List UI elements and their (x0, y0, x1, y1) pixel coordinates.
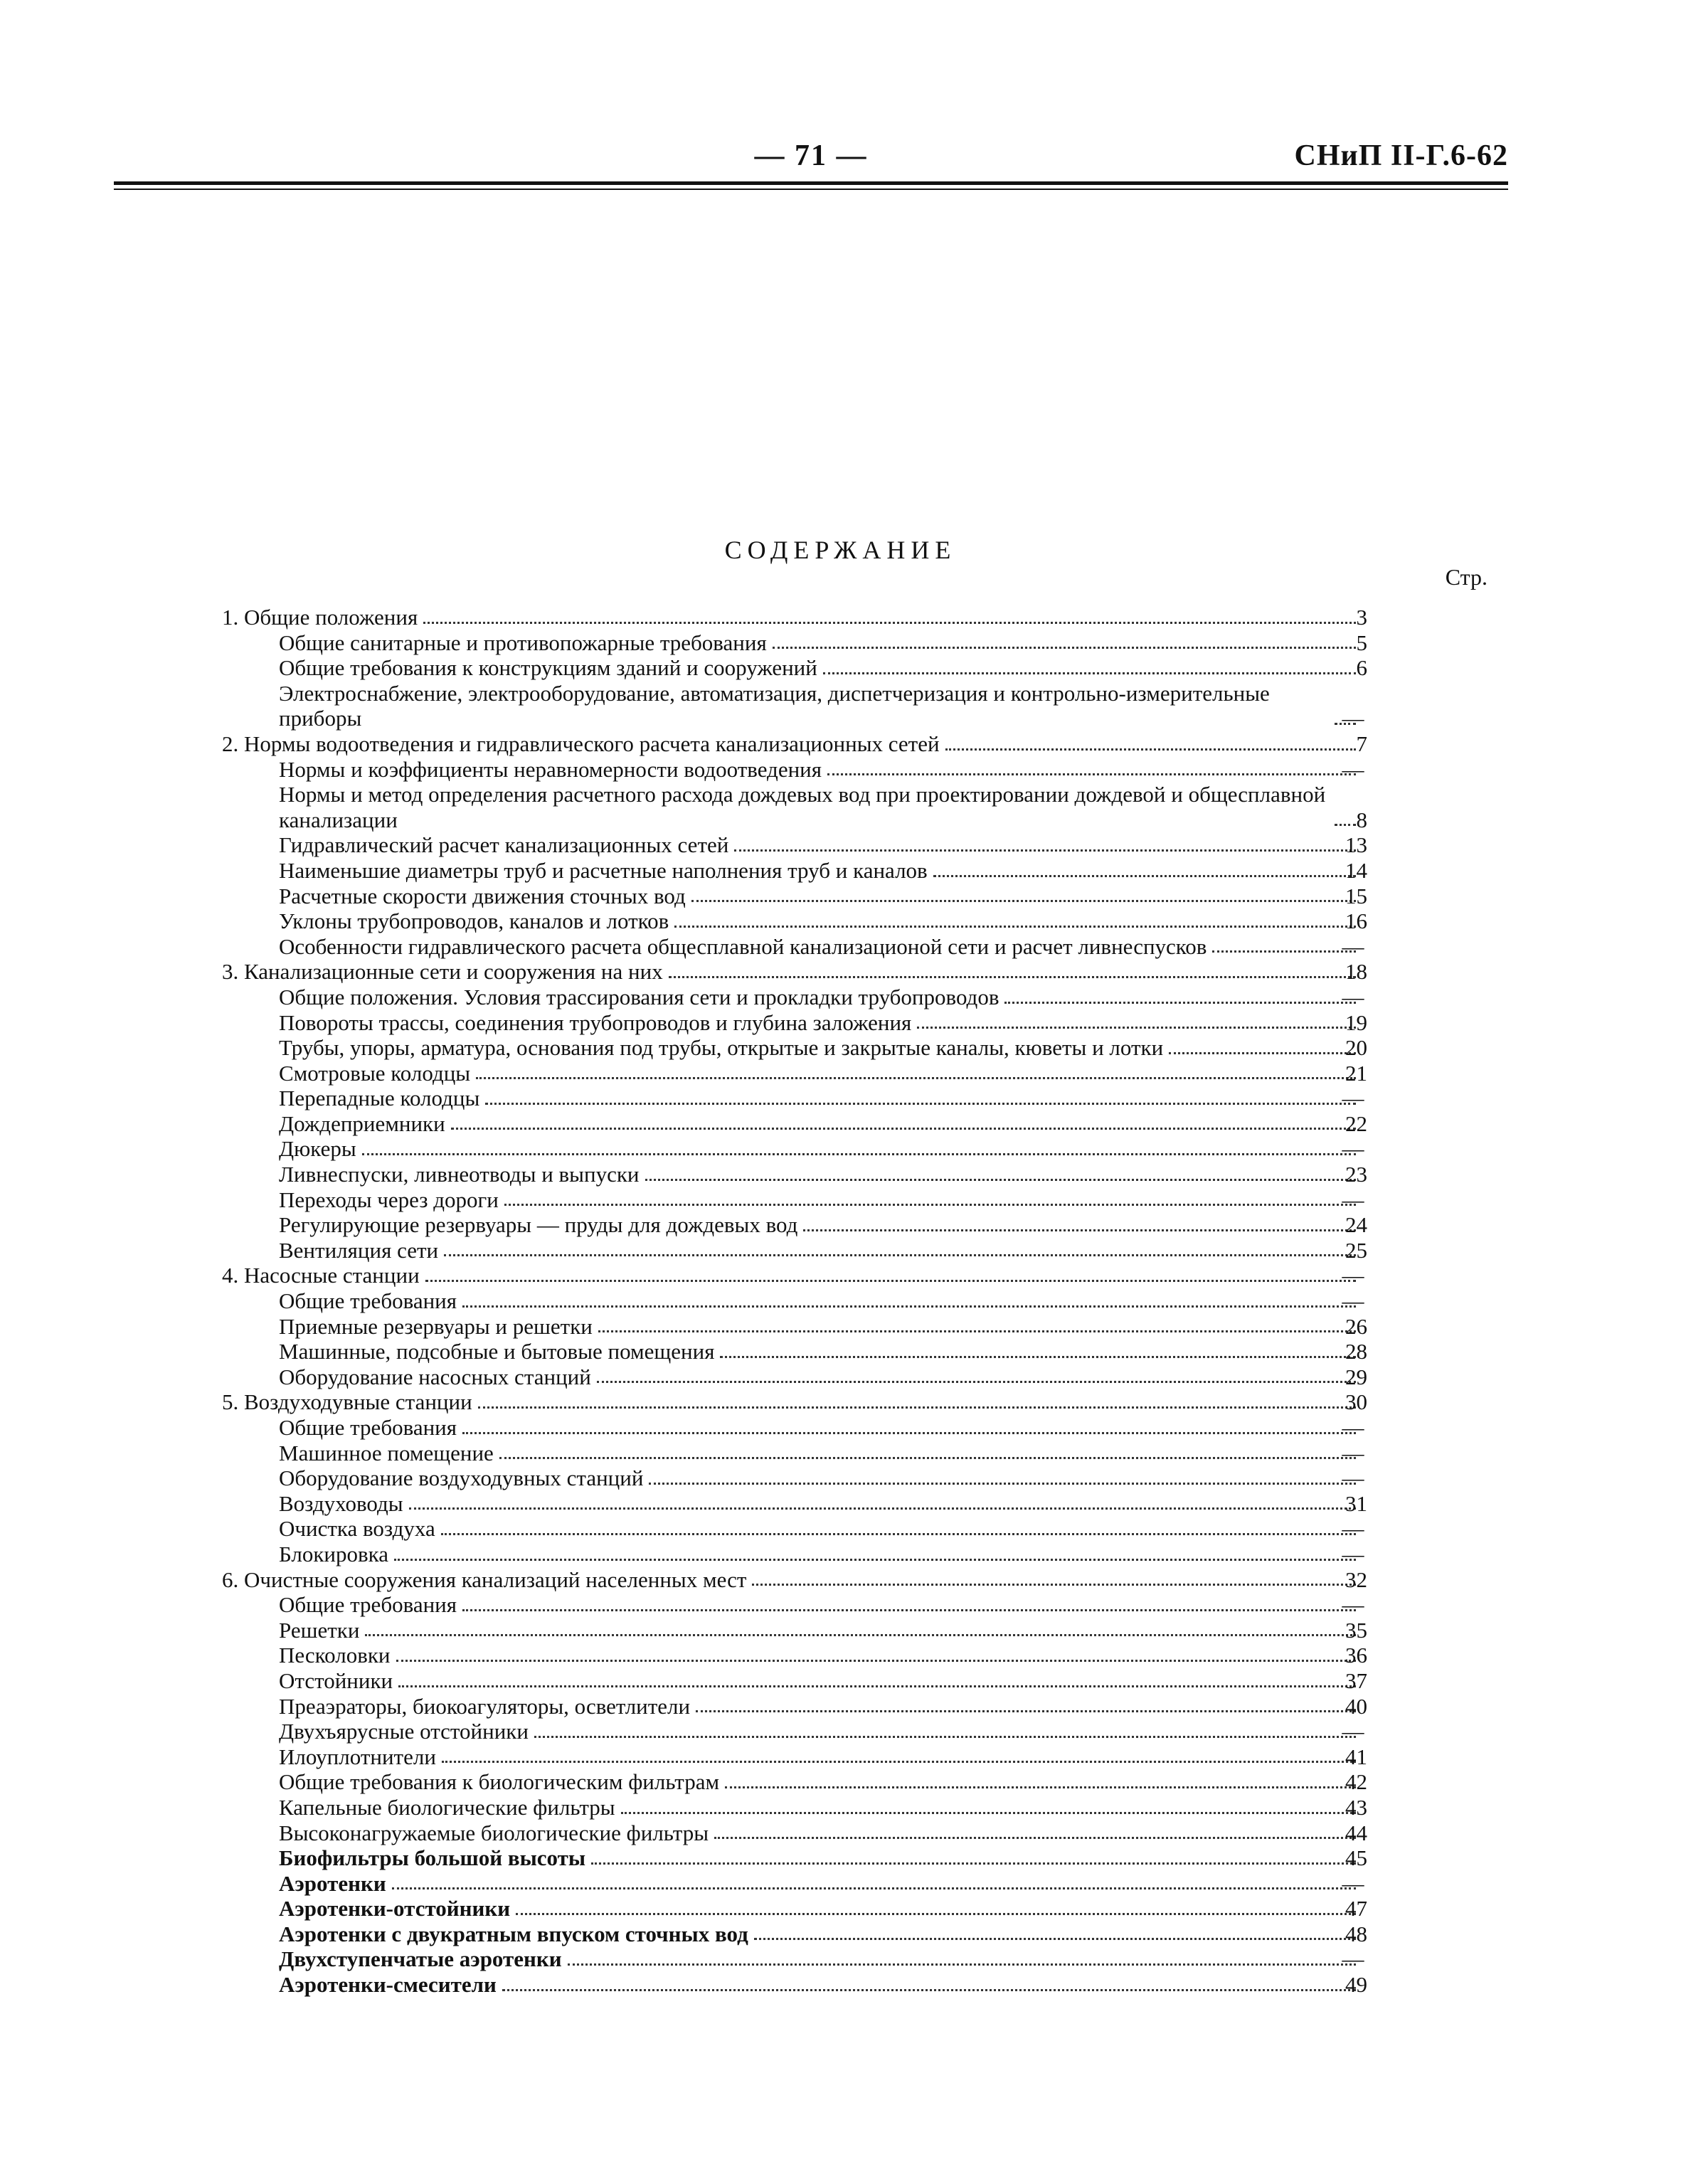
toc-entry-page: 31 (1345, 1490, 1367, 1516)
dot-leader (621, 1812, 1356, 1814)
toc-entry-page: 5 (1356, 630, 1367, 655)
document-code: СНиП II-Г.6-62 (1294, 139, 1508, 172)
toc-entry-text: Уклоны трубопроводов, каналов и лотков (279, 908, 669, 934)
toc-entry-text: Общие требования (279, 1415, 457, 1440)
toc-entry[interactable] (222, 1086, 1364, 1111)
toc-entry-page: 28 (1345, 1339, 1367, 1364)
dot-leader (516, 1913, 1356, 1915)
dot-leader (696, 1710, 1356, 1712)
toc-entry[interactable] (222, 1820, 1367, 1846)
dot-leader (568, 1963, 1356, 1966)
toc-entry-text: Трубы, упоры, арматура, основания под трубы, открытые и закрытые каналы, кюветы и лотки (279, 1035, 1164, 1061)
toc-entry-text: Смотровые колодцы (279, 1060, 471, 1086)
toc-entry-text: Песколовки (279, 1643, 391, 1668)
toc-entry-page: — (1342, 1086, 1364, 1111)
toc-entry-page: — (1342, 1946, 1364, 1972)
dot-leader (499, 1457, 1356, 1459)
dot-leader (803, 1229, 1356, 1231)
toc-entry-page: 23 (1345, 1162, 1367, 1187)
toc-entry[interactable] (222, 1465, 1364, 1491)
toc-entry[interactable] (222, 680, 1364, 731)
dot-leader (917, 1027, 1356, 1029)
toc-entry-page: 26 (1345, 1313, 1367, 1339)
dot-leader (394, 1559, 1356, 1561)
toc-entry[interactable] (222, 1794, 1367, 1820)
toc-entry-text: 2. Нормы водоотведения и гидравлического расчета канализационных сетей (222, 731, 940, 756)
toc-entry[interactable] (222, 908, 1367, 934)
toc-entry-page: 19 (1345, 1009, 1367, 1035)
toc-entry-page: 20 (1345, 1035, 1367, 1061)
toc-entry-page: 8 (1356, 807, 1367, 832)
toc-entry-text: Гидравлический расчет канализационных сетей (279, 832, 729, 858)
dot-leader (365, 1634, 1356, 1636)
toc-entry-text: Очистка воздуха (279, 1516, 435, 1542)
toc-entry[interactable] (222, 756, 1364, 783)
toc-entry[interactable] (222, 1162, 1367, 1187)
toc-entry-page: 48 (1345, 1921, 1367, 1946)
dot-leader (425, 1280, 1356, 1282)
toc-entry[interactable] (222, 1946, 1364, 1972)
toc-entry-section-2[interactable] (222, 731, 1367, 757)
toc-entry-text: Высоконагружаемые биологические фильтры (279, 1820, 709, 1845)
dot-leader (451, 1128, 1356, 1130)
dot-leader (398, 1685, 1356, 1687)
toc-entry-page: — (1342, 1592, 1364, 1618)
dot-leader (1004, 1002, 1356, 1004)
toc-entry[interactable] (222, 1693, 1367, 1719)
header-rule-thin (114, 189, 1508, 190)
table-of-contents (222, 605, 1367, 1998)
toc-entry-page: 35 (1345, 1617, 1367, 1643)
page-column-label: Стр. (1445, 564, 1488, 590)
toc-entry-page: 13 (1345, 832, 1367, 858)
toc-entry-page: — (1342, 1465, 1364, 1491)
toc-entry[interactable] (222, 1617, 1367, 1643)
toc-entry-page: 15 (1345, 883, 1367, 908)
toc-entry-page: 25 (1345, 1237, 1367, 1263)
toc-entry-text: Двухъярусные отстойники (279, 1719, 529, 1744)
toc-entry[interactable] (222, 1212, 1367, 1238)
toc-entry-page: — (1342, 984, 1364, 1009)
toc-entry[interactable] (222, 1921, 1367, 1947)
toc-entry-text: Особенности гидравлического расчета общесплавной канализационой сети и расчет ливнеспусков (279, 933, 1207, 959)
dot-leader (823, 672, 1356, 674)
toc-entry[interactable] (222, 1187, 1364, 1213)
dot-leader (597, 1381, 1356, 1383)
toc-entry[interactable] (222, 1896, 1367, 1921)
toc-entry-text: Общие требования к конструкциям зданий и сооружений (279, 655, 817, 681)
toc-entry-text: Отстойники (279, 1668, 393, 1693)
dot-leader (669, 976, 1356, 978)
toc-entry[interactable] (222, 1516, 1364, 1542)
dot-leader (591, 1862, 1356, 1865)
dot-leader (534, 1736, 1356, 1738)
header-rule (114, 181, 1508, 185)
toc-entry-page: 44 (1345, 1820, 1367, 1845)
toc-entry-text: Общие положения. Условия трассирования сети и прокладки трубопроводов (279, 984, 999, 1009)
toc-entry-page: — (1342, 933, 1364, 959)
toc-entry-page: — (1342, 1415, 1364, 1440)
toc-entry-text: Общие требования к биологическим фильтрам (279, 1769, 720, 1795)
toc-entry[interactable] (222, 857, 1367, 884)
dot-leader (933, 875, 1356, 877)
toc-entry[interactable] (222, 1972, 1367, 1998)
toc-entry[interactable] (222, 1237, 1367, 1263)
toc-entry-page: 6 (1356, 655, 1367, 681)
dot-leader (478, 1406, 1356, 1409)
dot-leader (754, 1938, 1356, 1940)
toc-title: СОДЕРЖАНИЕ (724, 536, 957, 564)
toc-entry[interactable] (222, 655, 1367, 681)
toc-entry[interactable] (222, 1339, 1367, 1364)
dot-leader (752, 1584, 1356, 1586)
toc-entry-section-6[interactable] (222, 1567, 1367, 1593)
toc-entry-text: Машинные, подсобные и бытовые помещения (279, 1339, 715, 1364)
toc-entry-text: Общие требования (279, 1288, 457, 1314)
toc-entry-page: 14 (1345, 857, 1367, 883)
toc-entry-text: Дождеприемники (279, 1110, 445, 1136)
toc-entry-text: Преаэраторы, биокоагуляторы, осветлители (279, 1693, 691, 1719)
toc-entry-page: 32 (1345, 1567, 1367, 1592)
toc-entry[interactable] (222, 1870, 1364, 1897)
toc-entry-text: Двухступенчатые аэротенки (279, 1946, 562, 1972)
dot-leader (725, 1786, 1356, 1788)
toc-entry-page: 47 (1345, 1896, 1367, 1921)
toc-entry[interactable] (222, 933, 1364, 960)
page-number: — 71 — (754, 139, 868, 172)
toc-entry-text: Блокировка (279, 1541, 389, 1567)
dot-leader (392, 1887, 1356, 1889)
dot-leader (598, 1330, 1356, 1332)
toc-entry[interactable] (222, 1643, 1367, 1668)
toc-entry-page: 49 (1345, 1972, 1367, 1998)
toc-entry-page: — (1342, 1263, 1364, 1288)
toc-entry-page: 24 (1345, 1212, 1367, 1238)
toc-entry-text: Ливнеспуски, ливнеотводы и выпуски (279, 1162, 640, 1187)
toc-entry-page: 43 (1345, 1794, 1367, 1820)
toc-entry[interactable] (222, 1415, 1364, 1441)
toc-entry-page: 36 (1345, 1643, 1367, 1668)
toc-entry-page: 45 (1345, 1845, 1367, 1871)
toc-entry-page: — (1342, 1440, 1364, 1465)
toc-entry-section-4[interactable] (222, 1263, 1364, 1288)
toc-entry[interactable] (222, 1719, 1364, 1744)
dot-leader (362, 1153, 1356, 1155)
toc-entry-page: 16 (1345, 908, 1367, 934)
toc-entry-page: 30 (1345, 1389, 1367, 1415)
dot-leader (945, 748, 1356, 751)
dot-leader (462, 1609, 1356, 1611)
toc-entry-page: 40 (1345, 1693, 1367, 1719)
toc-entry-page: 29 (1345, 1364, 1367, 1389)
toc-entry[interactable] (222, 1035, 1367, 1061)
toc-entry-text: 6. Очистные сооружения канализаций населенных мест (222, 1567, 747, 1592)
toc-entry[interactable] (222, 782, 1367, 832)
toc-entry-text: Нормы и метод определения расчетного расхода дождевых вод при проектировании дождевой и общесплавной канализации (279, 782, 1331, 832)
toc-entry-section-1[interactable] (222, 605, 1367, 630)
toc-entry-text: 4. Насосные станции (222, 1263, 420, 1288)
toc-entry-text: Дюкеры (279, 1136, 356, 1162)
dot-leader (441, 1533, 1356, 1535)
toc-entry-text: Расчетные скорости движения сточных вод (279, 883, 686, 908)
dot-leader (462, 1432, 1356, 1434)
dot-leader (674, 926, 1356, 928)
toc-entry-page: — (1342, 706, 1364, 731)
toc-entry-page: — (1342, 1288, 1364, 1314)
dot-leader (476, 1077, 1356, 1079)
toc-entry-text: Аэротенки-смесители (279, 1972, 497, 1998)
dot-leader (462, 1305, 1356, 1308)
toc-entry-page: 3 (1356, 605, 1367, 630)
toc-entry-page: 42 (1345, 1769, 1367, 1795)
toc-entry[interactable] (222, 1136, 1364, 1162)
dot-leader (734, 849, 1356, 852)
dot-leader (396, 1660, 1356, 1662)
dot-leader (827, 773, 1356, 775)
toc-entry-text: Аэротенки (279, 1870, 386, 1896)
toc-entry-text: Илоуплотнители (279, 1744, 436, 1769)
toc-entry-page: — (1342, 1136, 1364, 1162)
toc-entry-text: Повороты трассы, соединения трубопроводов и глубина заложения (279, 1009, 912, 1035)
dot-leader (485, 1103, 1356, 1105)
toc-entry[interactable] (222, 1769, 1367, 1795)
toc-entry[interactable] (222, 1592, 1364, 1618)
toc-entry-text: Машинное помещение (279, 1440, 494, 1465)
toc-entry-text: Общие санитарные и противопожарные требования (279, 630, 767, 655)
dot-leader (444, 1254, 1356, 1256)
toc-entry-text: Переходы через дороги (279, 1187, 499, 1212)
toc-entry-text: Оборудование насосных станций (279, 1364, 591, 1389)
dot-leader (773, 647, 1356, 649)
toc-entry[interactable] (222, 630, 1367, 656)
toc-entry-text: Аэротенки-отстойники (279, 1896, 511, 1921)
toc-entry-text: Биофильтры большой высоты (279, 1845, 586, 1871)
toc-entry-page: 7 (1356, 731, 1367, 756)
toc-entry-section-3[interactable] (222, 959, 1367, 985)
toc-entry-text: 3. Канализационные сети и сооружения на них (222, 959, 663, 985)
toc-entry[interactable] (222, 1313, 1367, 1340)
toc-entry[interactable] (222, 1845, 1367, 1871)
dot-leader (504, 1204, 1356, 1206)
toc-entry[interactable] (222, 1060, 1367, 1086)
toc-entry-page: — (1342, 1719, 1364, 1744)
toc-entry-page: — (1342, 1870, 1364, 1896)
toc-entry-page: — (1342, 1516, 1364, 1542)
toc-entry-page: — (1342, 1541, 1364, 1567)
toc-entry-page: 37 (1345, 1668, 1367, 1693)
toc-entry-text: 1. Общие положения (222, 605, 418, 630)
toc-entry-text: Капельные биологические фильтры (279, 1794, 615, 1820)
dot-leader (645, 1179, 1356, 1181)
toc-entry[interactable] (222, 1364, 1367, 1390)
toc-entry[interactable] (222, 1009, 1367, 1036)
toc-entry-text: Общие требования (279, 1592, 457, 1618)
toc-entry-page: 22 (1345, 1110, 1367, 1136)
toc-entry-text: Перепадные колодцы (279, 1086, 480, 1111)
toc-entry[interactable] (222, 984, 1364, 1010)
toc-entry-text: Воздуховоды (279, 1490, 403, 1516)
dot-leader (502, 1989, 1356, 1991)
toc-entry[interactable] (222, 1110, 1367, 1137)
dot-leader (649, 1483, 1356, 1485)
toc-entry-text: Электроснабжение, электрооборудование, автоматизация, диспетчеризация и контрольно-измерительные приборы (279, 680, 1276, 731)
toc-entry-page: 18 (1345, 959, 1367, 985)
toc-entry-text: Аэротенки с двукратным впуском сточных вод (279, 1921, 748, 1946)
toc-entry-text: Наименьшие диаметры труб и расчетные наполнения труб и каналов (279, 857, 928, 883)
toc-entry-section-5[interactable] (222, 1389, 1367, 1415)
toc-entry-page: — (1342, 756, 1364, 782)
toc-entry-text: Нормы и коэффициенты неравномерности водоотведения (279, 756, 822, 782)
toc-entry-text: Приемные резервуары и решетки (279, 1313, 593, 1339)
dot-leader (691, 900, 1356, 902)
toc-entry[interactable] (222, 1288, 1364, 1314)
toc-entry-text: Вентиляция сети (279, 1237, 439, 1263)
dot-leader (423, 622, 1356, 624)
dot-leader (720, 1356, 1356, 1358)
toc-entry[interactable] (222, 1541, 1364, 1567)
toc-entry-text: Регулирующие резервуары — пруды для дождевых вод (279, 1212, 798, 1238)
toc-entry[interactable] (222, 1490, 1367, 1517)
toc-entry-page: 41 (1345, 1744, 1367, 1769)
toc-entry-text: Оборудование воздуходувных станций (279, 1465, 644, 1491)
toc-entry-text: 5. Воздуходувные станции (222, 1389, 472, 1415)
toc-entry-page: — (1342, 1187, 1364, 1212)
dot-leader (714, 1837, 1356, 1839)
toc-entry[interactable] (222, 883, 1367, 909)
toc-entry[interactable] (222, 1744, 1367, 1770)
toc-entry[interactable] (222, 1668, 1367, 1694)
dot-leader (409, 1507, 1356, 1510)
toc-entry-text: Решетки (279, 1617, 360, 1643)
toc-entry[interactable] (222, 1440, 1364, 1466)
toc-entry[interactable] (222, 832, 1367, 858)
dot-leader (442, 1761, 1356, 1763)
toc-entry-page: 21 (1345, 1060, 1367, 1086)
